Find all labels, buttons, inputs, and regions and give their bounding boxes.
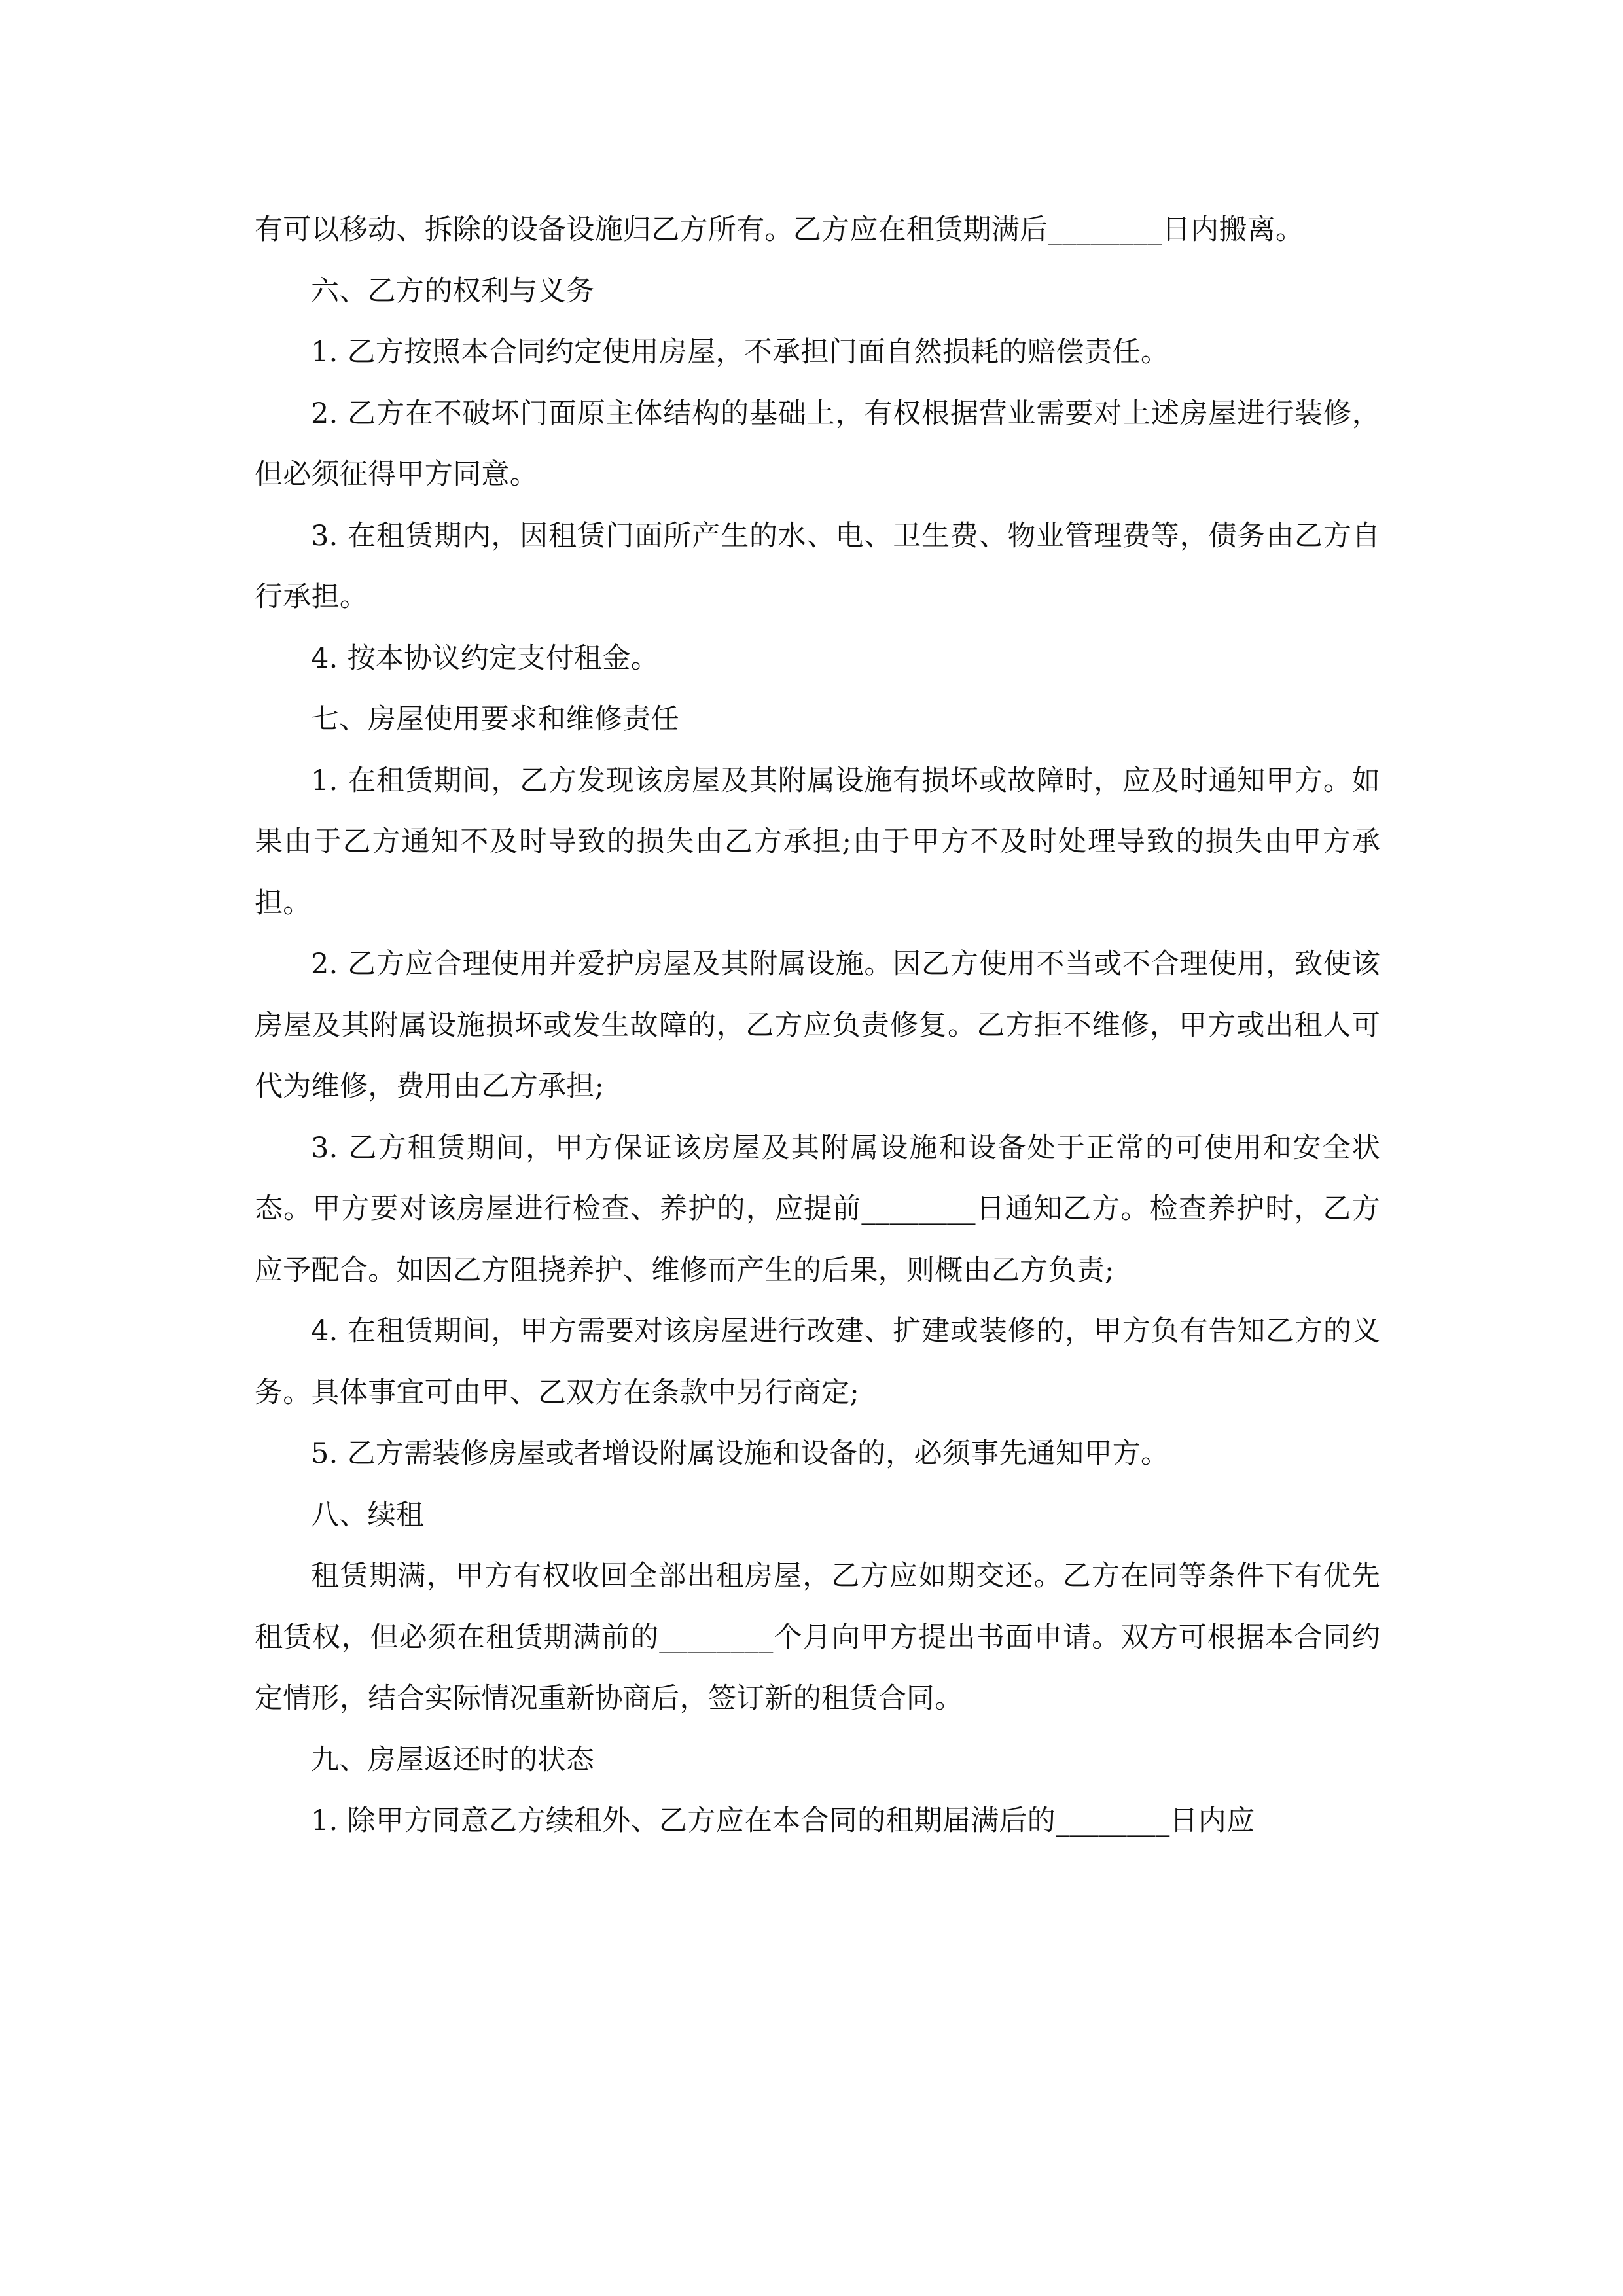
section-heading-6: 六、乙方的权利与义务: [311, 274, 594, 308]
clause-7-3: 3. 乙方租赁期间，甲方保证该房屋及其附属设施和设备处于正常的可使用和安全状态。甲方要对该房屋进行检查、养护的，应提前________日通知乙方。检查养护时，乙方应予配合。如因乙方阻挠养护、维修而产生的后果，则概由乙方负责;: [255, 1131, 1380, 1287]
clause-7-1: 1. 在租赁期间，乙方发现该房屋及其附属设施有损坏或故障时，应及时通知甲方。如果由于乙方通知不及时导致的损失由乙方承担;由于甲方不及时处理导致的损失由甲方承担。: [255, 764, 1380, 920]
clause-6-4: 4. 按本协议约定支付租金。: [311, 641, 659, 675]
clause-9-1: 1. 除甲方同意乙方续租外、乙方应在本合同的租期届满后的________日内应: [311, 1804, 1255, 1837]
clause-6-1: 1. 乙方按照本合同约定使用房屋，不承担门面自然损耗的赔偿责任。: [311, 336, 1169, 368]
section-heading-9: 九、房屋返还时的状态: [311, 1743, 594, 1776]
clause-8-renewal: 租赁期满，甲方有权收回全部出租房屋，乙方应如期交还。乙方在同等条件下有优先租赁权，但必须在租赁期满前的________个月向甲方提出书面申请。双方可根据本合同约定情形，结合实际情况重新协商后，签订新的租赁合同。: [255, 1560, 1380, 1715]
paragraph-move-out: 有可以移动、拆除的设备设施归乙方所有。乙方应在租赁期满后________日内搬离。: [255, 213, 1304, 246]
document-body: [255, 200, 1380, 1852]
clause-7-4: 4. 在租赁期间，甲方需要对该房屋进行改建、扩建或装修的，甲方负有告知乙方的义务。具体事宜可由甲、乙双方在条款中另行商定;: [255, 1315, 1380, 1409]
clause-6-3: 3. 在租赁期内，因租赁门面所产生的水、电、卫生费、物业管理费等，债务由乙方自行承担。: [255, 519, 1380, 613]
clause-7-2: 2. 乙方应合理使用并爱护房屋及其附属设施。因乙方使用不当或不合理使用，致使该房屋及其附属设施损坏或发生故障的，乙方应负责修复。乙方拒不维修，甲方或出租人可代为维修，费用由乙方承担;: [255, 948, 1380, 1103]
clause-7-5: 5. 乙方需装修房屋或者增设附属设施和设备的，必须事先通知甲方。: [311, 1437, 1169, 1470]
section-heading-7: 七、房屋使用要求和维修责任: [311, 703, 679, 736]
section-heading-8: 八、续租: [311, 1498, 425, 1532]
clause-6-2: 2. 乙方在不破坏门面原主体结构的基础上，有权根据营业需要对上述房屋进行装修，但必须征得甲方同意。: [255, 397, 1380, 491]
